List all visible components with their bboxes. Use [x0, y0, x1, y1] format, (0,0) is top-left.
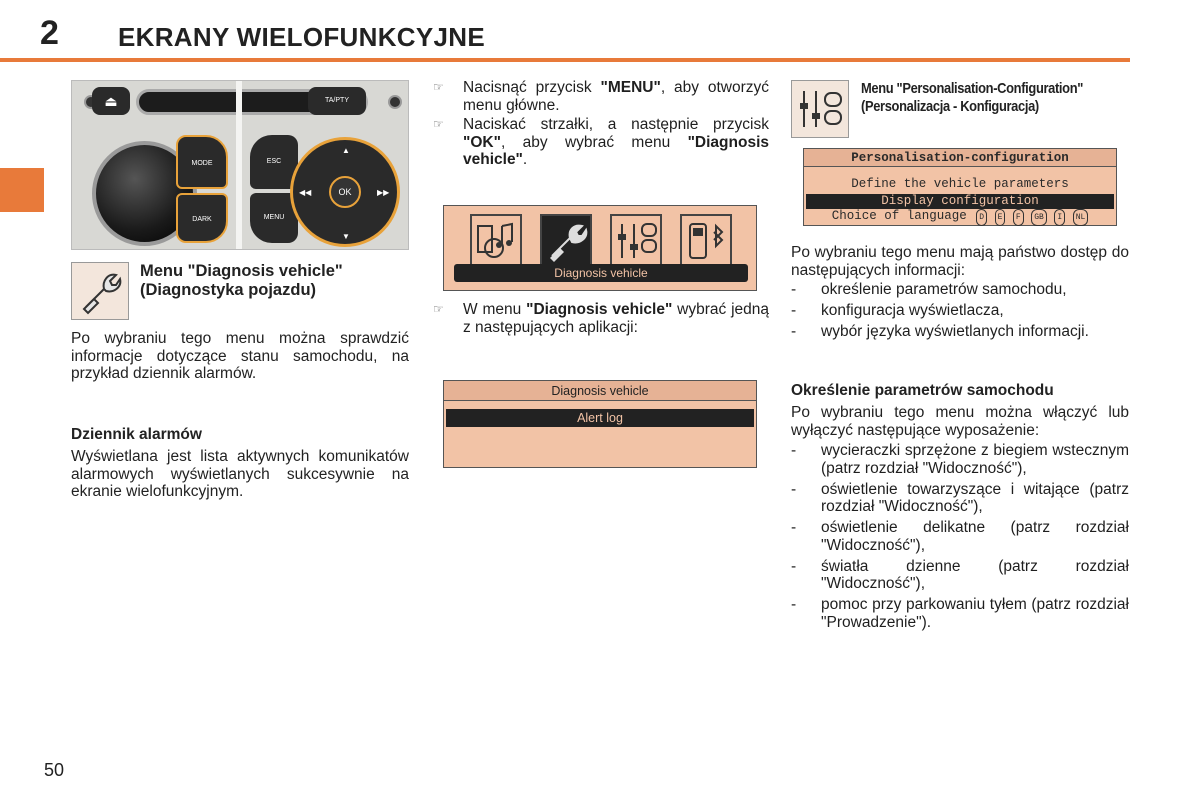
step3-suffix: wybrać jedną z następujących aplikacji: [463, 301, 770, 336]
step-select-diagnosis [433, 116, 769, 169]
config-item-language-row [804, 209, 1116, 226]
step2-middle: , aby wybrać menu [500, 133, 688, 151]
step3-bold: "Diagnosis vehicle" [526, 301, 673, 318]
control-panel-illustration [71, 80, 409, 250]
page-number: 50 [44, 760, 65, 780]
main-menu-selected-label: Diagnosis vehicle [454, 264, 748, 282]
eject-icon: ⏏ [92, 87, 130, 115]
dark-button: DARK [176, 193, 228, 243]
step3-text: W menu [463, 301, 527, 318]
config-item-language: Choice of language [831, 209, 967, 223]
arrow-down-icon: ▼ [342, 232, 350, 241]
step1-bold: "MENU" [600, 79, 661, 96]
wrench-icon [71, 262, 129, 320]
ok-button: OK [329, 176, 361, 208]
language-badge: GB [1031, 209, 1047, 226]
ta-pty-button: TA/PTY [308, 87, 366, 115]
wrench-icon [540, 214, 592, 266]
list-item: - oświetlenie towarzyszące i witające (patrz rozdział "Widoczność"), [791, 481, 1129, 516]
chapter-number: 2 [40, 14, 59, 52]
params-heading: Określenie parametrów samochodu [791, 382, 1054, 399]
panel-divider [236, 81, 242, 250]
menu-button: MENU [250, 193, 298, 243]
access-intro: Po wybraniu tego menu mają państwo dostęp do następujących informacji: [791, 244, 1129, 279]
language-badge: NL [1073, 209, 1089, 226]
step2-suffix: . [522, 151, 528, 168]
list-item: - określenie parametrów samochodu, [791, 281, 1129, 299]
language-badge: E [995, 209, 1006, 226]
diagnosis-heading-line2: (Diagnostyka pojazdu) [140, 281, 317, 299]
step2-bold-menu: "Diagnosis vehicle" [463, 133, 769, 168]
panel-screw [388, 95, 402, 109]
audio-icon [470, 214, 522, 266]
main-menu-screen [443, 205, 757, 291]
config-heading [861, 80, 1171, 116]
params-intro: Po wybraniu tego menu można włączyć lub wyłączyć następujące wyposażenie: [791, 404, 1129, 439]
language-badge: D [976, 209, 987, 226]
phone-bluetooth-icon [680, 214, 732, 266]
alarm-log-heading: Dziennik alarmów [71, 426, 202, 443]
list-item: - oświetlenie delikatne (patrz rozdział "Widoczność"), [791, 519, 1129, 554]
step1-text: Nacisnąć przycisk [463, 79, 601, 96]
diagnosis-screen-title: Diagnosis vehicle [444, 381, 756, 401]
step2-text: Naciskać strzałki, a następnie przycisk [463, 116, 769, 133]
list-item: - konfiguracja wyświetlacza, [791, 302, 1129, 320]
mode-button: MODE [176, 135, 228, 189]
step-open-menu [433, 79, 769, 114]
pointing-hand-icon: ☞ [433, 80, 444, 94]
language-badge: F [1013, 209, 1024, 226]
diagnosis-paragraph: Po wybraniu tego menu można sprawdzić informacje dotyczące stanu samochodu, na przykład dziennik alarmów. [71, 330, 409, 382]
params-list [791, 442, 1129, 635]
settings-sliders-icon [791, 80, 849, 138]
language-badge: I [1054, 209, 1065, 226]
arrow-right-icon: ▶▶ [377, 188, 390, 197]
step2-bold-ok: "OK" [463, 133, 501, 151]
config-screen [803, 148, 1117, 226]
list-item: - wybór języka wyświetlanych informacji. [791, 323, 1129, 341]
config-heading-line2: (Personalizacja - Konfiguracja) [861, 98, 1039, 115]
pointing-hand-icon: ☞ [433, 117, 444, 131]
chapter-side-tab [0, 168, 44, 212]
access-list [791, 281, 1129, 344]
config-heading-line1: Menu "Personalisation-Configuration" [861, 80, 1084, 97]
arrow-up-icon: ▲ [342, 146, 350, 155]
step-choose-application [433, 301, 769, 336]
header-rule [0, 58, 1130, 62]
config-item-display: Display configuration [806, 194, 1114, 209]
config-item-define-parameters: Define the vehicle parameters [851, 177, 1069, 191]
diagnosis-heading [140, 262, 412, 300]
alarm-log-paragraph: Wyświetlana jest lista aktywnych komunikatów alarmowych wyświetlanych sukcesywnie na ekranie wielofunkcyjnym. [71, 448, 409, 500]
navigation-dpad [290, 137, 400, 247]
esc-button: ESC [250, 135, 298, 189]
list-item: - pomoc przy parkowaniu tyłem (patrz rozdział "Prowadzenie"). [791, 596, 1129, 631]
config-screen-title: Personalisation-configuration [804, 149, 1116, 167]
alert-log-item: Alert log [446, 409, 754, 427]
settings-sliders-icon [610, 214, 662, 266]
list-item: - wycieraczki sprzężone z biegiem wstecznym (patrz rozdział "Widoczność"), [791, 442, 1129, 477]
pointing-hand-icon: ☞ [433, 302, 444, 316]
diagnosis-screen [443, 380, 757, 468]
diagnosis-heading-line1: Menu "Diagnosis vehicle" [140, 262, 343, 280]
list-item: - światła dzienne (patrz rozdział "Widoczność"), [791, 558, 1129, 593]
chapter-title: EKRANY WIELOFUNKCYJNE [118, 22, 485, 52]
step1-suffix: , aby otworzyć menu główne. [463, 79, 769, 114]
arrow-left-icon: ◀◀ [299, 188, 312, 197]
